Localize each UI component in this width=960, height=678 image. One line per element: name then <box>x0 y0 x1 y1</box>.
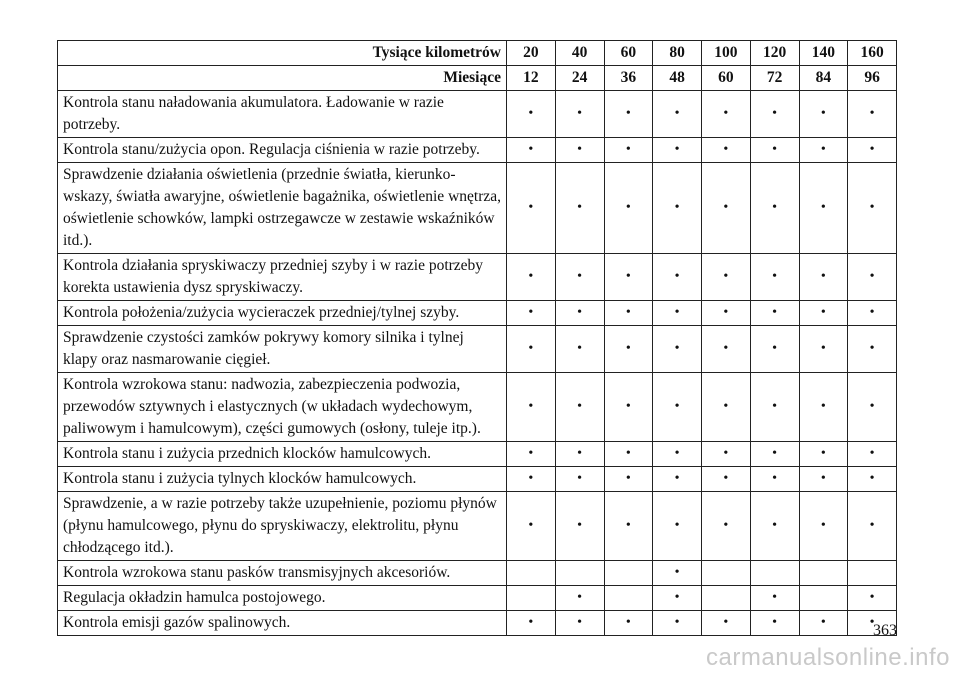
header-interval-value: 40 <box>555 41 604 66</box>
table-row <box>58 138 897 163</box>
service-mark-cell: • <box>604 254 653 301</box>
service-mark-cell: • <box>604 442 653 467</box>
service-mark-cell: • <box>702 91 751 138</box>
service-mark-cell: • <box>555 301 604 326</box>
service-mark-cell: • <box>702 373 751 442</box>
service-mark-cell: • <box>507 301 556 326</box>
service-mark-cell <box>799 586 848 611</box>
service-mark-cell: • <box>702 467 751 492</box>
maintenance-schedule-table <box>57 40 897 636</box>
service-mark-cell: • <box>507 326 556 373</box>
service-mark-cell: • <box>702 326 751 373</box>
service-mark-cell <box>507 586 556 611</box>
service-description: Sprawdzenie działania oświetlenia (przednie światła, kierunko-wskazy, światła awaryjne, oświetlenie bagażnika, oświetlenie wnętrza, oświetlenie schowków, lampki ostrzegawcze w zestawie wskaźników itd.). <box>58 163 507 254</box>
service-mark-cell: • <box>555 442 604 467</box>
service-mark-cell: • <box>848 586 897 611</box>
service-mark-cell: • <box>604 163 653 254</box>
service-mark-cell: • <box>848 373 897 442</box>
header-interval-value: 24 <box>555 66 604 91</box>
service-mark-cell: • <box>555 91 604 138</box>
header-label: Tysiące kilometrów <box>58 41 507 66</box>
service-mark-cell: • <box>653 301 702 326</box>
service-mark-cell: • <box>653 492 702 561</box>
header-interval-value: 20 <box>507 41 556 66</box>
service-description: Kontrola stanu/zużycia opon. Regulacja ciśnienia w razie potrzeby. <box>58 138 507 163</box>
service-mark-cell: • <box>507 254 556 301</box>
service-mark-cell: • <box>653 586 702 611</box>
service-mark-cell: • <box>507 467 556 492</box>
table-row <box>58 163 897 254</box>
service-mark-cell: • <box>653 442 702 467</box>
header-interval-value: 36 <box>604 66 653 91</box>
table-row <box>58 301 897 326</box>
service-mark-cell: • <box>653 326 702 373</box>
table-row <box>58 442 897 467</box>
service-mark-cell: • <box>750 492 799 561</box>
service-description: Kontrola emisji gazów spalinowych. <box>58 611 507 636</box>
service-mark-cell <box>702 561 751 586</box>
service-mark-cell: • <box>750 301 799 326</box>
service-description: Kontrola stanu i zużycia przednich klocków hamulcowych. <box>58 442 507 467</box>
service-mark-cell: • <box>799 301 848 326</box>
service-mark-cell <box>702 586 751 611</box>
service-mark-cell: • <box>848 138 897 163</box>
service-mark-cell <box>555 561 604 586</box>
watermark: carmanualsonline.info <box>706 644 950 671</box>
service-mark-cell: • <box>702 492 751 561</box>
service-mark-cell: • <box>750 163 799 254</box>
service-mark-cell: • <box>604 91 653 138</box>
header-interval-value: 100 <box>702 41 751 66</box>
service-mark-cell: • <box>799 611 848 636</box>
service-description: Kontrola działania spryskiwaczy przedniej szyby i w razie potrzeby korekta ustawienia dysz spryskiwaczy. <box>58 254 507 301</box>
service-mark-cell: • <box>604 138 653 163</box>
service-mark-cell: • <box>848 467 897 492</box>
service-mark-cell: • <box>507 611 556 636</box>
service-mark-cell <box>750 561 799 586</box>
service-mark-cell: • <box>702 254 751 301</box>
header-interval-value: 96 <box>848 66 897 91</box>
service-mark-cell: • <box>507 138 556 163</box>
service-mark-cell: • <box>653 611 702 636</box>
service-mark-cell: • <box>653 373 702 442</box>
service-mark-cell: • <box>555 163 604 254</box>
service-mark-cell: • <box>507 91 556 138</box>
service-description: Kontrola stanu i zużycia tylnych klocków hamulcowych. <box>58 467 507 492</box>
service-mark-cell: • <box>555 467 604 492</box>
service-mark-cell: • <box>702 611 751 636</box>
service-mark-cell: • <box>799 254 848 301</box>
header-interval-value: 80 <box>653 41 702 66</box>
service-mark-cell: • <box>507 442 556 467</box>
service-mark-cell: • <box>799 373 848 442</box>
header-label: Miesiące <box>58 66 507 91</box>
service-mark-cell: • <box>507 373 556 442</box>
service-mark-cell: • <box>653 254 702 301</box>
header-interval-value: 120 <box>750 41 799 66</box>
service-mark-cell: • <box>848 91 897 138</box>
service-mark-cell: • <box>653 91 702 138</box>
table-row <box>58 586 897 611</box>
service-mark-cell: • <box>555 611 604 636</box>
service-mark-cell: • <box>604 373 653 442</box>
service-mark-cell <box>604 561 653 586</box>
table-row <box>58 326 897 373</box>
service-mark-cell <box>848 561 897 586</box>
header-row-months <box>58 66 897 91</box>
service-mark-cell: • <box>750 586 799 611</box>
header-interval-value: 48 <box>653 66 702 91</box>
header-interval-value: 72 <box>750 66 799 91</box>
service-mark-cell: • <box>750 611 799 636</box>
service-description: Kontrola wzrokowa stanu: nadwozia, zabezpieczenia podwozia, przewodów sztywnych i elastycznych (w układach wydechowym, paliwowym i hamulcowym), części gumowych (osłony, tuleje itp.). <box>58 373 507 442</box>
service-mark-cell: • <box>799 163 848 254</box>
service-mark-cell: • <box>702 442 751 467</box>
service-mark-cell <box>604 586 653 611</box>
table-row <box>58 611 897 636</box>
service-mark-cell: • <box>799 492 848 561</box>
service-mark-cell: • <box>604 467 653 492</box>
service-mark-cell: • <box>848 301 897 326</box>
service-mark-cell: • <box>848 492 897 561</box>
header-interval-value: 84 <box>799 66 848 91</box>
service-mark-cell: • <box>750 138 799 163</box>
table-row <box>58 467 897 492</box>
service-mark-cell: • <box>604 492 653 561</box>
service-mark-cell: • <box>653 163 702 254</box>
service-description: Kontrola stanu naładowania akumulatora. Ładowanie w razie potrzeby. <box>58 91 507 138</box>
header-interval-value: 60 <box>702 66 751 91</box>
service-mark-cell: • <box>555 586 604 611</box>
service-mark-cell: • <box>604 611 653 636</box>
service-mark-cell: • <box>848 163 897 254</box>
service-mark-cell: • <box>604 326 653 373</box>
service-mark-cell: • <box>653 561 702 586</box>
header-row-kilometers <box>58 41 897 66</box>
service-mark-cell: • <box>799 138 848 163</box>
service-mark-cell: • <box>750 467 799 492</box>
service-description: Sprawdzenie, a w razie potrzeby także uzupełnienie, poziomu płynów (płynu hamulcowego, płynu do spryskiwaczy, elektrolitu, płynu chłodzącego itd.). <box>58 492 507 561</box>
service-mark-cell <box>799 561 848 586</box>
service-mark-cell: • <box>750 373 799 442</box>
table-row <box>58 373 897 442</box>
service-mark-cell: • <box>799 467 848 492</box>
service-mark-cell: • <box>799 326 848 373</box>
service-mark-cell: • <box>555 373 604 442</box>
header-interval-value: 160 <box>848 41 897 66</box>
service-mark-cell: • <box>848 254 897 301</box>
service-mark-cell: • <box>799 442 848 467</box>
service-mark-cell: • <box>555 138 604 163</box>
service-mark-cell: • <box>653 467 702 492</box>
service-mark-cell: • <box>702 163 751 254</box>
header-interval-value: 140 <box>799 41 848 66</box>
header-interval-value: 60 <box>604 41 653 66</box>
service-mark-cell: • <box>848 326 897 373</box>
service-mark-cell: • <box>507 492 556 561</box>
service-description: Kontrola położenia/zużycia wycieraczek przedniej/tylnej szyby. <box>58 301 507 326</box>
service-mark-cell: • <box>702 138 751 163</box>
service-mark-cell: • <box>799 91 848 138</box>
service-mark-cell: • <box>702 301 751 326</box>
service-mark-cell: • <box>555 254 604 301</box>
service-description: Regulacja okładzin hamulca postojowego. <box>58 586 507 611</box>
table-row <box>58 91 897 138</box>
service-mark-cell: • <box>604 301 653 326</box>
service-mark-cell: • <box>507 163 556 254</box>
service-mark-cell: • <box>750 91 799 138</box>
service-description: Sprawdzenie czystości zamków pokrywy komory silnika i tylnej klapy oraz nasmarowanie cięgieł. <box>58 326 507 373</box>
service-mark-cell: • <box>848 611 897 636</box>
service-mark-cell: • <box>848 442 897 467</box>
service-mark-cell: • <box>750 254 799 301</box>
service-mark-cell <box>507 561 556 586</box>
header-interval-value: 12 <box>507 66 556 91</box>
table-row <box>58 492 897 561</box>
service-description: Kontrola wzrokowa stanu pasków transmisyjnych akcesoriów. <box>58 561 507 586</box>
table-row <box>58 254 897 301</box>
service-mark-cell: • <box>653 138 702 163</box>
page-number: 363 <box>873 622 897 639</box>
service-mark-cell: • <box>555 326 604 373</box>
table-row <box>58 561 897 586</box>
service-mark-cell: • <box>750 442 799 467</box>
service-mark-cell: • <box>555 492 604 561</box>
service-mark-cell: • <box>750 326 799 373</box>
